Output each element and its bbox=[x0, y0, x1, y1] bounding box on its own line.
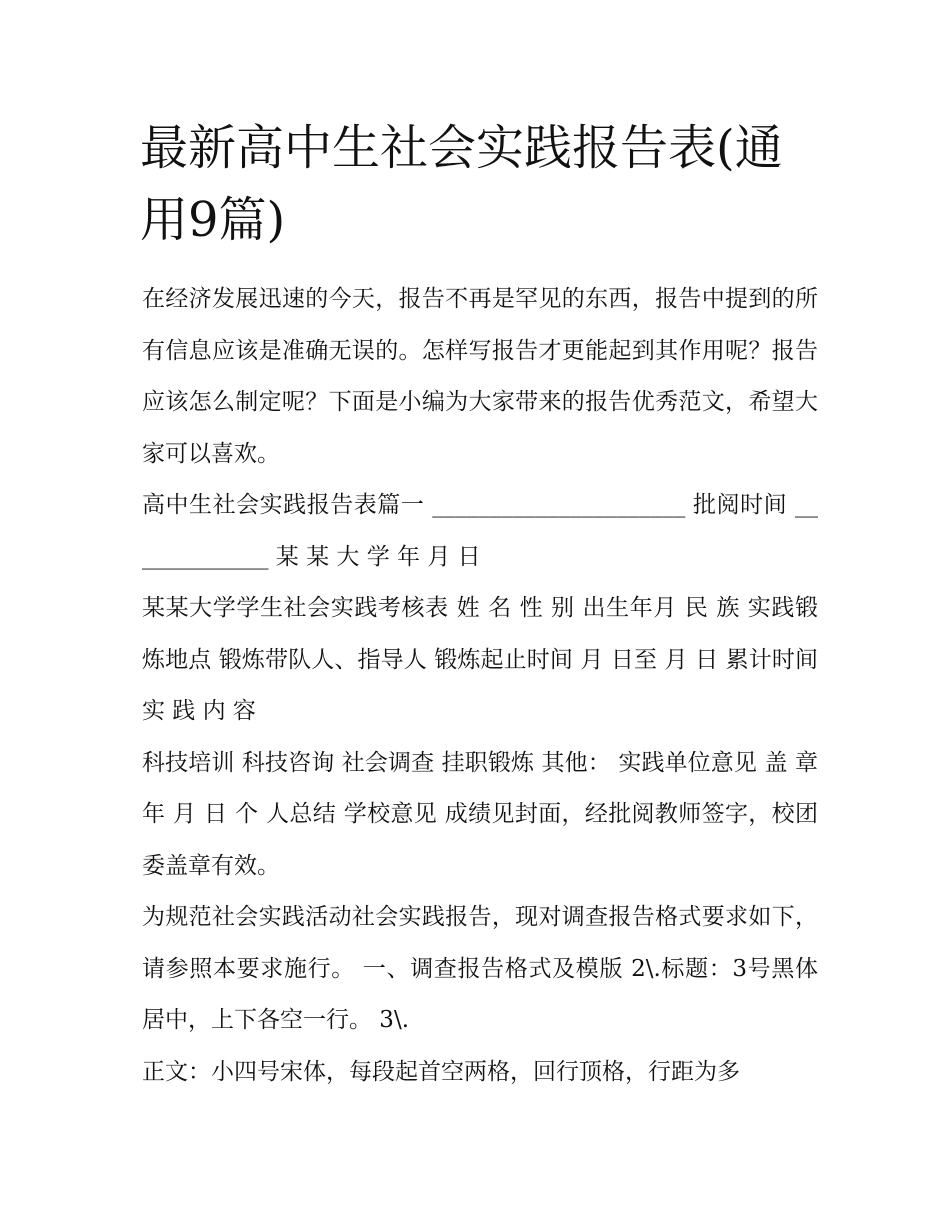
assessment-form-paragraph: 某某大学学生社会实践考核表 姓 名 性 别 出生年月 民 族 实践锻炼地点 锻炼带队人、指导人 锻炼起止时间 月 日至 月 日 累计时间 实 践 内 容 bbox=[142, 595, 818, 724]
document-body bbox=[142, 274, 818, 1098]
practice-content-paragraph: 科技培训 科技咨询 社会调查 挂职锻炼 其他： 实践单位意见 盖 章 年 月 日 个 人总结 学校意见 成绩见封面，经批阅教师签字，校团委盖章有效。 bbox=[142, 749, 818, 879]
document-title: 最新高中生社会实践报告表(通用9篇) bbox=[140, 120, 783, 248]
body-text-paragraph: 正文：小四号宋体，每段起首空两格，回行顶格，行距为多 bbox=[142, 1058, 740, 1085]
intro-paragraph: 在经济发展迅速的今天，报告不再是罕见的东西，报告中提到的所有信息应该是准确无误的。怎样写报告才更能起到其作用呢？报告应该怎么制定呢？下面是小编为大家带来的报告优秀范文，希望大家可以喜欢。 bbox=[142, 286, 818, 467]
section-heading-paragraph: 高中生社会实践报告表篇一 ______________________ 批阅时间 _____________ 某 某 大 学 年 月 日 bbox=[142, 492, 818, 570]
format-requirements-paragraph: 为规范社会实践活动社会实践报告，现对调查报告格式要求如下，请参照本要求施行。 一、调查报告格式及模版 2\.标题：3号黑体居中，上下各空一行。 3\. bbox=[142, 904, 818, 1033]
